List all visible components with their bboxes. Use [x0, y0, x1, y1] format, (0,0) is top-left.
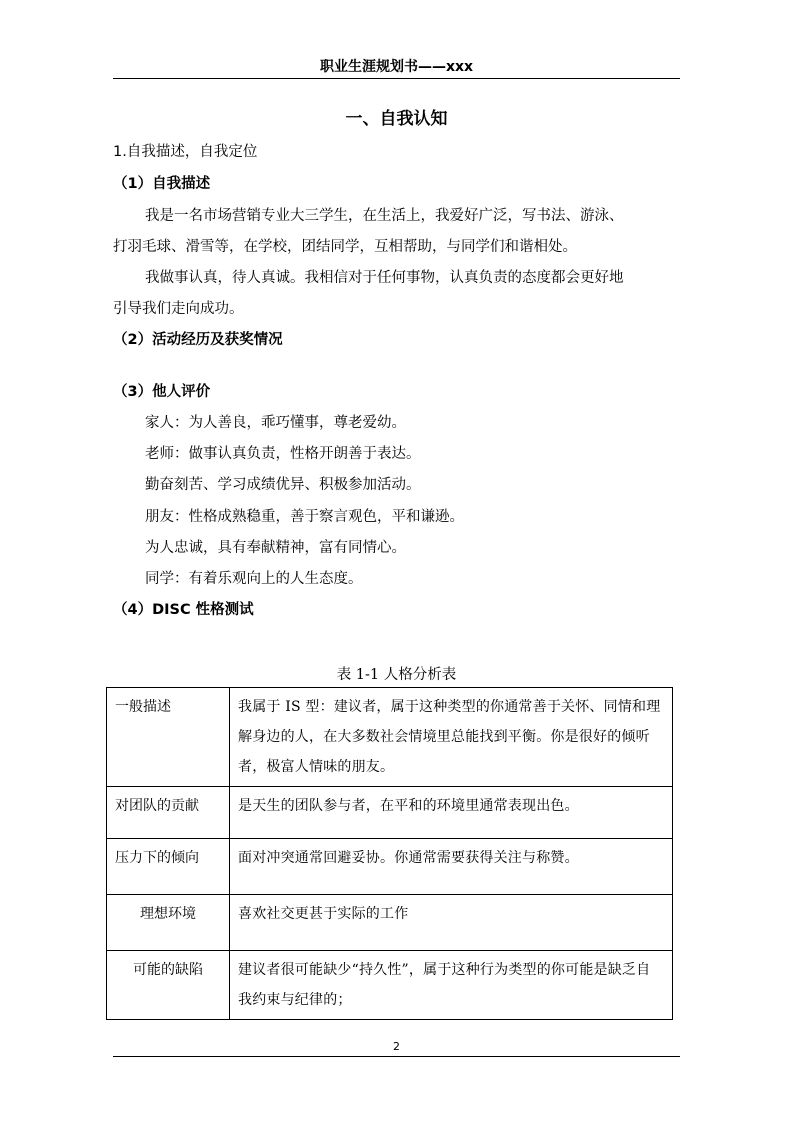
evaluation-line: 为人忠诚，具有奉献精神，富有同情心。: [145, 540, 406, 556]
table-row: [107, 839, 673, 895]
self-description-heading: （1）自我描述: [113, 176, 211, 192]
paragraph-line: 我是一名市场营销专业大三学生，在生活上，我爱好广泛，写书法、游泳、: [145, 208, 624, 224]
table-key-cell: 理想环境: [107, 895, 230, 951]
table-row: [107, 787, 673, 839]
table-caption: 表 1-1 人格分析表: [336, 667, 457, 683]
table-key-cell: 可能的缺陷: [107, 951, 230, 1020]
paragraph-line: 我做事认真，待人真诚。我相信对于任何事物，认真负责的态度都会更好地: [145, 270, 624, 286]
table-value-cell: 喜欢社交更甚于实际的工作: [230, 895, 673, 951]
table-value-cell: 建议者很可能缺少“持久性”，属于这种行为类型的你可能是缺乏自我约束与纪律的；: [230, 951, 673, 1020]
table-key-cell: 对团队的贡献: [107, 787, 230, 839]
evaluation-line: 家人：为人善良，乖巧懂事，尊老爱幼。: [145, 415, 406, 431]
table-value-cell: 是天生的团队参与者，在平和的环境里通常表现出色。: [230, 787, 673, 839]
evaluation-heading: （3）他人评价: [113, 384, 211, 400]
disc-heading: （4）DISC 性格测试: [113, 602, 254, 618]
table-key-cell: 一般描述: [107, 688, 230, 787]
table-key-cell: 压力下的倾向: [107, 839, 230, 895]
evaluation-line: 同学：有着乐观向上的人生态度。: [145, 571, 363, 587]
evaluation-line: 朋友：性格成熟稳重，善于察言观色，平和谦逊。: [145, 509, 464, 525]
paragraph-line: 引导我们走向成功。: [113, 301, 244, 317]
header-divider: [113, 78, 680, 79]
evaluation-line: 勤奋刻苦、学习成绩优异、积极参加活动。: [145, 477, 421, 493]
section-title: 一、自我认知: [345, 109, 448, 129]
subsection-title: 1.自我描述，自我定位: [113, 144, 258, 160]
table-row: [107, 895, 673, 951]
table-row: [107, 951, 673, 1020]
paragraph-line: 打羽毛球、滑雪等，在学校，团结同学，互相帮助，与同学们和谐相处。: [113, 239, 577, 255]
page-header: 职业生涯规划书——xxx: [319, 59, 474, 75]
table-row: [107, 688, 673, 787]
evaluation-line: 老师：做事认真负责，性格开朗善于表达。: [145, 446, 421, 462]
activities-heading: （2）活动经历及获奖情况: [113, 332, 283, 348]
page-number: 2: [393, 1040, 400, 1053]
table-value-cell: 面对冲突通常回避妥协。你通常需要获得关注与称赞。: [230, 839, 673, 895]
footer-divider: [113, 1056, 680, 1057]
persona-table: [106, 687, 673, 1020]
table-value-cell: 我属于 IS 型：建议者，属于这种类型的你通常善于关怀、同情和理解身边的人，在大多数社会情境里总能找到平衡。你是很好的倾听者，极富人情味的朋友。: [230, 688, 673, 787]
